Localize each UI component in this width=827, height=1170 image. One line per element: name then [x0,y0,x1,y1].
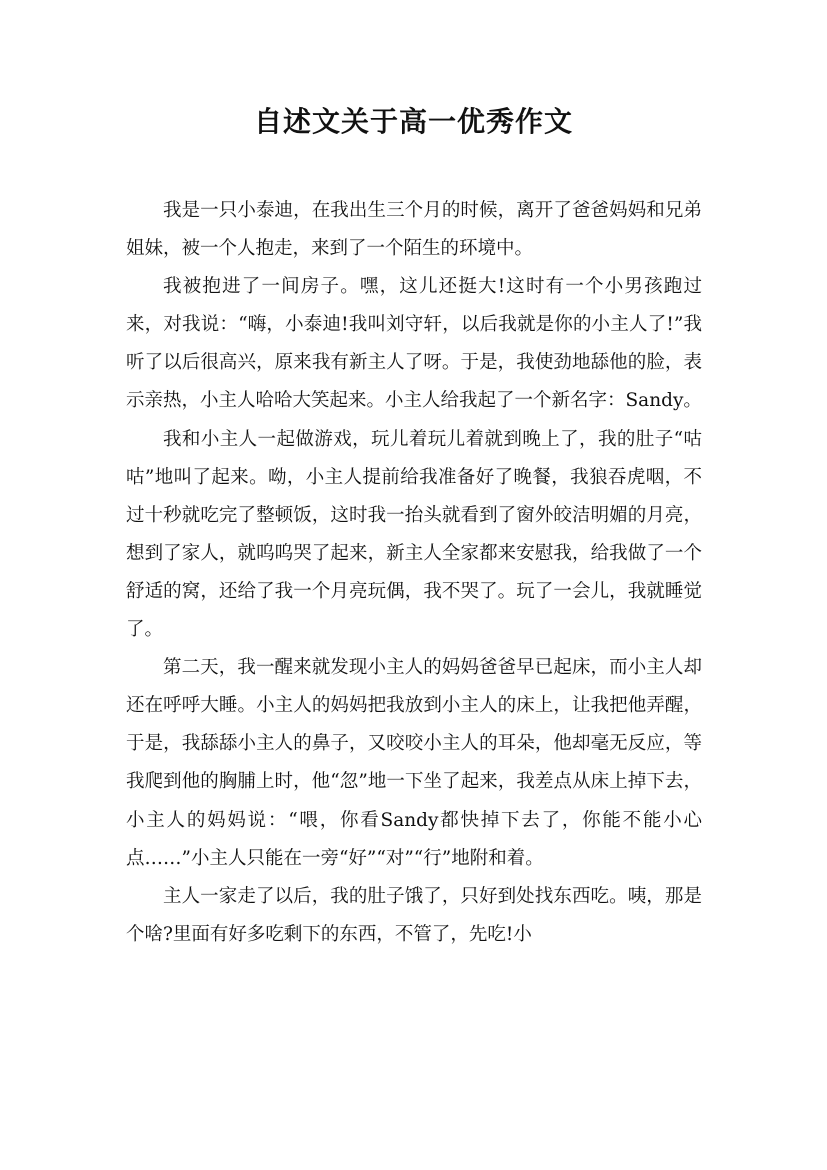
paragraph: 第二天，我一醒来就发现小主人的妈妈爸爸早已起床，而小主人却还在呼呼大睡。小主人的妈妈把我放到小主人的床上，让我把他弄醒，于是，我舔舔小主人的鼻子，又咬咬小主人的耳朵，他却毫无反应，等我爬到他的胸脯上时，他“忽”地一下坐了起来，我差点从床上掉下去，小主人的妈妈说：“喂，你看Sandy都快掉下去了，你能不能小心点……”小主人只能在一旁“好”“对”“行”地附和着。 [126,657,702,869]
paragraph: 主人一家走了以后，我的肚子饿了，只好到处找东西吃。咦，那是个啥?里面有好多吃剩下的东西，不管了，先吃!小 [126,885,702,945]
document-title: 自述文关于高一优秀作文 [253,105,573,138]
paragraph: 我和小主人一起做游戏，玩儿着玩儿着就到晚上了，我的肚子“咕咕”地叫了起来。呦，小主人提前给我准备好了晚餐，我狼吞虎咽，不过十秒就吃完了整顿饭，这时我一抬头就看到了窗外皎洁明媚的月亮，想到了家人，就呜呜哭了起来，新主人全家都来安慰我，给我做了一个舒适的窝，还给了我一个月亮玩偶，我不哭了。玩了一会儿，我就睡觉了。 [126,428,702,641]
paragraph: 我被抱进了一间房子。嘿，这儿还挺大!这时有一个小男孩跑过来，对我说：“嗨，小泰迪!我叫刘守轩，以后我就是你的小主人了!”我听了以后很高兴，原来我有新主人了呀。于是，我使劲地舔他的脸，表示亲热，小主人哈哈大笑起来。小主人给我起了一个新名字：Sandy。 [126,276,702,412]
document-body [126,192,702,954]
paragraph: 我是一只小泰迪，在我出生三个月的时候，离开了爸爸妈妈和兄弟姐妹，被一个人抱走，来到了一个陌生的环境中。 [126,200,702,260]
